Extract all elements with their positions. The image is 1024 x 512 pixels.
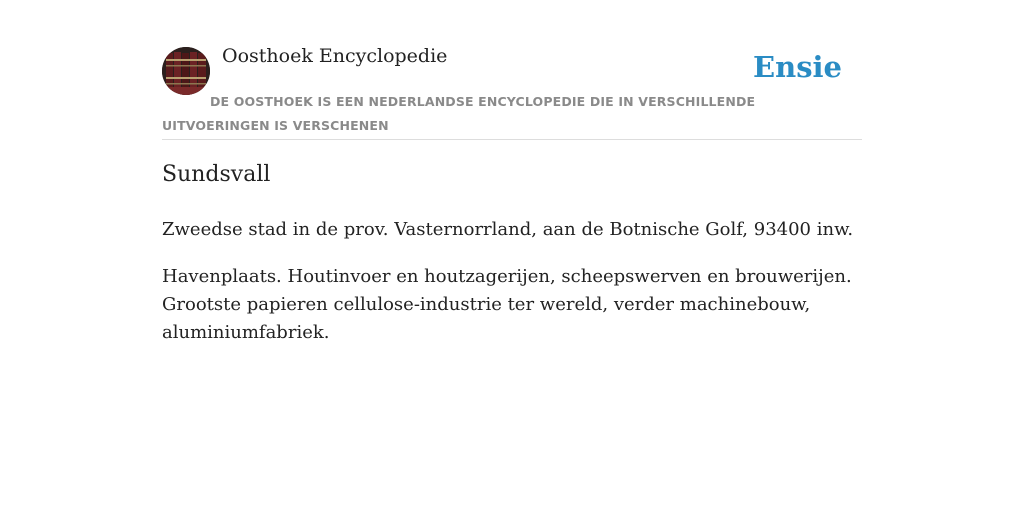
header bbox=[162, 0, 862, 140]
article-title: Sundsvall bbox=[162, 162, 271, 187]
brand-logo-link[interactable]: Ensie bbox=[753, 50, 842, 84]
encyclopedia-avatar[interactable] bbox=[162, 47, 210, 95]
book-spines-icon bbox=[162, 47, 210, 95]
site-name[interactable]: Oosthoek Encyclopedie bbox=[222, 45, 448, 67]
site-tagline: DE OOSTHOEK IS EEN NEDERLANDSE ENCYCLOPEDIE DIE IN VERSCHILLENDE UITVOERINGEN IS VERSCHENEN bbox=[162, 94, 756, 133]
article-paragraph: Zweedse stad in de prov. Vasternorrland, aan de Botnische Golf, 93400 inw. bbox=[162, 219, 854, 240]
page bbox=[162, 0, 862, 343]
article-paragraph: Havenplaats. Houtinvoer en houtzagerijen, scheepswerven en brouwerijen. Grootste papieren cellulose-industrie ter wereld, verder machinebouw, aluminiumfabriek. bbox=[162, 266, 852, 343]
